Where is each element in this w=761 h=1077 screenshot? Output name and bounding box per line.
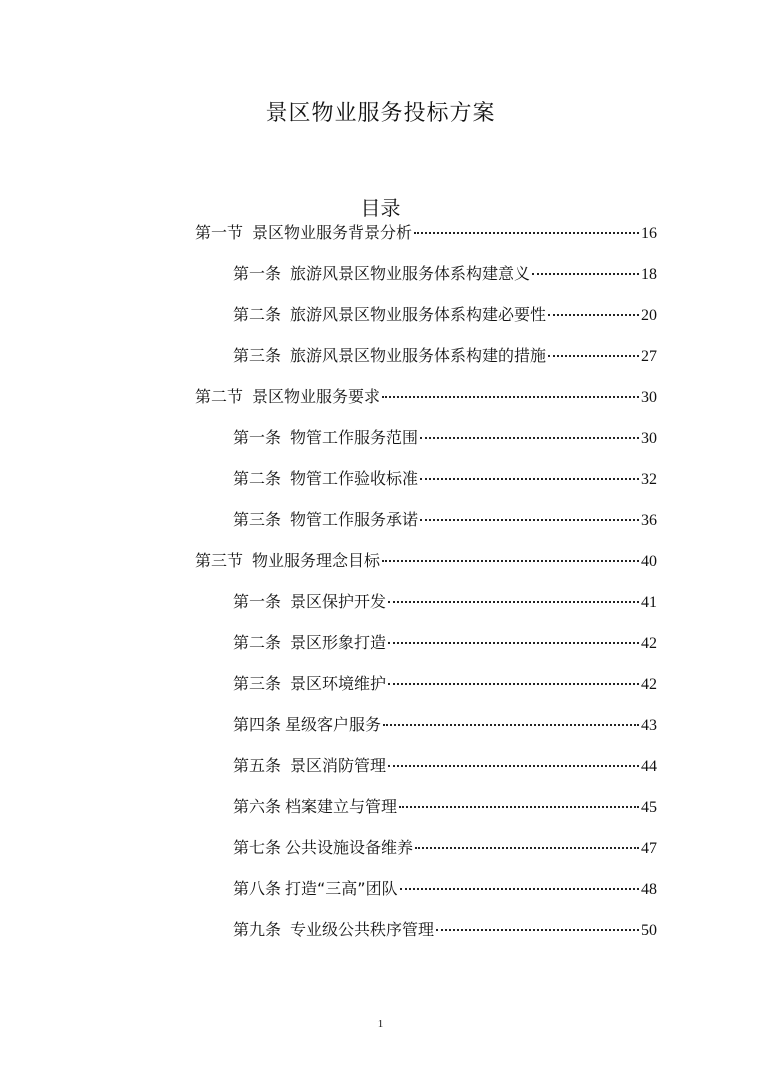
- toc-entry-page: 43: [641, 717, 657, 734]
- toc-entry-title: 打造“三高”团队: [285, 879, 398, 898]
- toc-dot-leader: [420, 478, 639, 480]
- toc-dot-leader: [400, 888, 639, 890]
- toc-dot-leader: [383, 724, 639, 726]
- toc-entry-page: 30: [641, 430, 657, 447]
- toc-entry-number: 第六条: [233, 797, 282, 816]
- toc-entry-article[interactable]: [233, 753, 657, 779]
- toc-entry-page: 47: [641, 840, 657, 857]
- toc-entry-page: 16: [641, 225, 657, 242]
- toc-entry-article[interactable]: [233, 466, 657, 492]
- toc-entry-section-3[interactable]: [195, 548, 657, 574]
- toc-entry-article[interactable]: [233, 712, 657, 738]
- toc-entry-number: 第三条: [233, 674, 282, 693]
- toc-entry-title: 景区物业服务背景分析: [252, 223, 413, 242]
- toc-entry-title: 景区消防管理: [290, 756, 387, 775]
- toc-entry-article[interactable]: [233, 630, 657, 656]
- toc-entry-page: 30: [641, 389, 657, 406]
- toc-entry-title: 公共设施设备维养: [285, 838, 414, 857]
- toc-entry-number: 第二条: [233, 633, 282, 652]
- toc-dot-leader: [388, 601, 639, 603]
- toc-entry-article[interactable]: [233, 794, 657, 820]
- toc-entry-number: 第三条: [233, 510, 282, 529]
- toc-entry-title: 物管工作验收标准: [290, 469, 419, 488]
- toc-entry-section-2[interactable]: [195, 384, 657, 410]
- toc-entry-title: 景区形象打造: [290, 633, 387, 652]
- toc-entry-title: 专业级公共秩序管理: [290, 920, 435, 939]
- toc-entry-title: 景区保护开发: [290, 592, 387, 611]
- toc-entry-title: 物业服务理念目标: [252, 551, 381, 570]
- toc-entry-page: 42: [641, 676, 657, 693]
- toc-dot-leader: [414, 232, 639, 234]
- toc-entry-number: 第一条: [233, 264, 282, 283]
- toc-entry-title: 星级客户服务: [285, 715, 382, 734]
- toc-dot-leader: [388, 642, 639, 644]
- toc-entry-number: 第一节: [195, 223, 244, 242]
- toc-dot-leader: [420, 437, 639, 439]
- document-title: 景区物业服务投标方案: [265, 101, 496, 126]
- toc-dot-leader: [548, 355, 639, 357]
- toc-entry-title: 旅游风景区物业服务体系构建意义: [290, 264, 531, 283]
- toc-dot-leader: [415, 847, 639, 849]
- toc-entry-article[interactable]: [233, 261, 657, 287]
- toc-entry-page: 32: [641, 471, 657, 488]
- toc-entry-article[interactable]: [233, 425, 657, 451]
- toc-entry-section-1[interactable]: [195, 220, 657, 246]
- toc-entry-page: 41: [641, 594, 657, 611]
- toc-dot-leader: [382, 396, 639, 398]
- toc-entry-article[interactable]: [233, 589, 657, 615]
- toc-entry-number: 第三节: [195, 551, 244, 570]
- toc-dot-leader: [548, 314, 639, 316]
- toc-entry-page: 27: [641, 348, 657, 365]
- toc-entry-number: 第七条: [233, 838, 282, 857]
- toc-dot-leader: [382, 560, 639, 562]
- toc-entry-page: 18: [641, 266, 657, 283]
- toc-heading: 目录: [360, 196, 401, 220]
- toc-entry-number: 第四条: [233, 715, 282, 734]
- toc-dot-leader: [388, 765, 639, 767]
- toc-entry-title: 旅游风景区物业服务体系构建的措施: [290, 346, 547, 365]
- toc-entry-page: 45: [641, 799, 657, 816]
- toc-entry-number: 第二节: [195, 387, 244, 406]
- toc-entry-page: 20: [641, 307, 657, 324]
- toc-dot-leader: [388, 683, 639, 685]
- toc-entry-page: 36: [641, 512, 657, 529]
- page-number: 1: [377, 1018, 384, 1030]
- toc-entry-page: 44: [641, 758, 657, 775]
- toc-entry-page: 50: [641, 922, 657, 939]
- toc-entry-article[interactable]: [233, 671, 657, 697]
- toc-entry-number: 第二条: [233, 469, 282, 488]
- toc-entry-number: 第八条: [233, 879, 282, 898]
- toc-dot-leader: [532, 273, 639, 275]
- toc-dot-leader: [399, 806, 639, 808]
- toc-entry-title: 旅游风景区物业服务体系构建必要性: [290, 305, 547, 324]
- toc-entry-title: 景区环境维护: [290, 674, 387, 693]
- toc-entry-number: 第一条: [233, 428, 282, 447]
- toc-dot-leader: [420, 519, 639, 521]
- toc-entry-page: 48: [641, 881, 657, 898]
- toc-entry-article[interactable]: [233, 917, 657, 943]
- toc-entry-number: 第一条: [233, 592, 282, 611]
- toc-entry-article[interactable]: [233, 835, 657, 861]
- toc-entry-title: 物管工作服务范围: [290, 428, 419, 447]
- toc-entry-article[interactable]: [233, 343, 657, 369]
- toc-entry-title: 景区物业服务要求: [252, 387, 381, 406]
- toc-entry-article[interactable]: [233, 507, 657, 533]
- toc-entry-title: 物管工作服务承诺: [290, 510, 419, 529]
- toc-entry-article[interactable]: [233, 876, 657, 902]
- toc-entry-title: 档案建立与管理: [285, 797, 398, 816]
- toc-entry-number: 第三条: [233, 346, 282, 365]
- toc-entry-page: 42: [641, 635, 657, 652]
- toc-entry-number: 第二条: [233, 305, 282, 324]
- toc-entry-page: 40: [641, 553, 657, 570]
- toc-entry-number: 第九条: [233, 920, 282, 939]
- toc-entry-article[interactable]: [233, 302, 657, 328]
- toc-dot-leader: [436, 929, 639, 931]
- toc-entry-number: 第五条: [233, 756, 282, 775]
